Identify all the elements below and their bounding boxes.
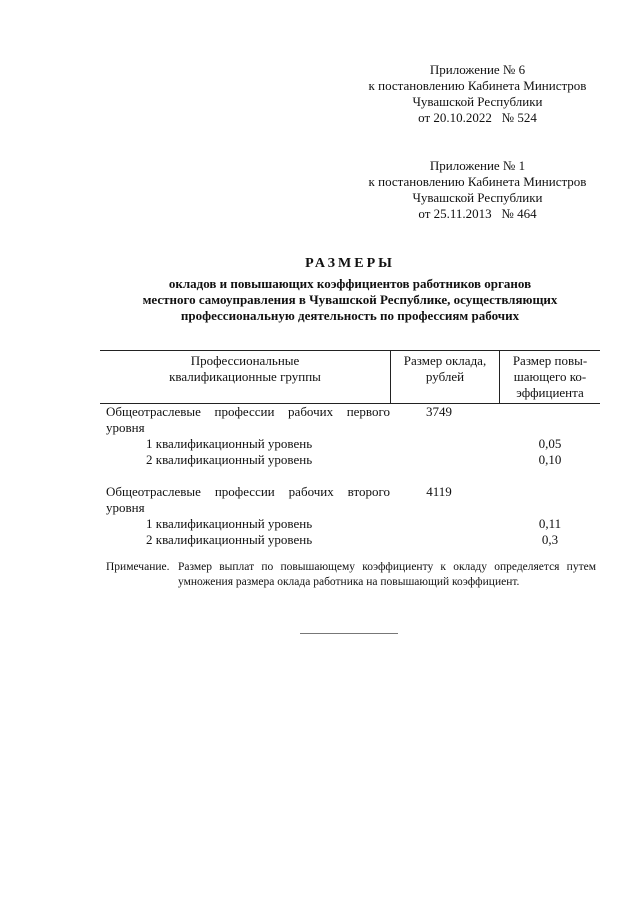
level-name: 1 квалификационный уровень <box>146 516 313 531</box>
level-name: 1 квалификационный уровень <box>146 436 313 451</box>
group-name: Общеотраслевые профессии рабочих первого уровня <box>106 404 390 435</box>
table-row <box>100 532 600 548</box>
appendix-1-resolution: к постановлению Кабинета Министров <box>368 174 587 189</box>
title-subtitle-line-1: окладов и повышающих коэффициентов работников органов <box>168 276 532 291</box>
appendix-6-number: Приложение № 6 <box>429 62 526 77</box>
group-salary: 3749 <box>426 404 452 419</box>
table-row <box>100 484 600 516</box>
table-row <box>100 452 600 468</box>
header-coef-line-2: шающего ко- <box>513 369 587 384</box>
level-name: 2 квалификационный уровень <box>146 532 313 547</box>
table-row <box>100 436 600 452</box>
header-salary-line-2: рублей <box>425 369 465 384</box>
appendix-1-number: Приложение № 1 <box>429 158 526 173</box>
salary-table <box>100 350 600 548</box>
level-name: 2 квалификационный уровень <box>146 452 313 467</box>
header-salary-line-1: Размер оклада, <box>403 353 487 368</box>
table-row <box>100 516 600 532</box>
document-title <box>90 255 610 324</box>
note-label: Примечание. <box>106 561 170 573</box>
table-group-first-level <box>100 404 600 468</box>
title-subtitle-line-2: местного самоуправления в Чувашской Республике, осуществляющих <box>142 292 558 307</box>
header-coef-line-3: эффициента <box>516 385 584 400</box>
appendix-6-header <box>350 62 605 126</box>
header-qualification-groups <box>100 351 390 403</box>
table-group-second-level <box>100 484 600 548</box>
appendix-1-header <box>350 158 605 222</box>
level-coefficient: 0,11 <box>538 516 562 531</box>
table-row <box>100 404 600 436</box>
note-text: Размер выплат по повышающему коэффициенту к окладу определяется путем умножения размера оклада работника на повышающий коэффициент. <box>178 561 596 588</box>
appendix-6-resolution: к постановлению Кабинета Министров <box>368 78 587 93</box>
bottom-divider <box>300 633 398 634</box>
group-salary: 4119 <box>426 484 452 499</box>
appendix-1-republic: Чувашской Республики <box>412 190 543 205</box>
group-name: Общеотраслевые профессии рабочих второго уровня <box>106 484 390 515</box>
header-coef-line-1: Размер повы- <box>512 353 588 368</box>
title-main: РАЗМЕРЫ <box>305 256 395 271</box>
level-coefficient: 0,05 <box>538 436 562 451</box>
header-salary <box>390 351 500 403</box>
header-groups-line-1: Профессиональные <box>190 353 300 368</box>
appendix-6-date: от 20.10.2022 № 524 <box>418 110 537 125</box>
appendix-1-date: от 25.11.2013 № 464 <box>418 206 537 221</box>
level-coefficient: 0,3 <box>541 532 559 547</box>
level-coefficient: 0,10 <box>538 452 562 467</box>
footnote <box>106 560 596 590</box>
appendix-6-republic: Чувашской Республики <box>412 94 543 109</box>
header-groups-line-2: квалификационные группы <box>169 369 321 384</box>
table-header <box>100 350 600 404</box>
header-coefficient <box>500 351 600 403</box>
title-subtitle-line-3: профессиональную деятельность по профессиям рабочих <box>180 308 520 323</box>
